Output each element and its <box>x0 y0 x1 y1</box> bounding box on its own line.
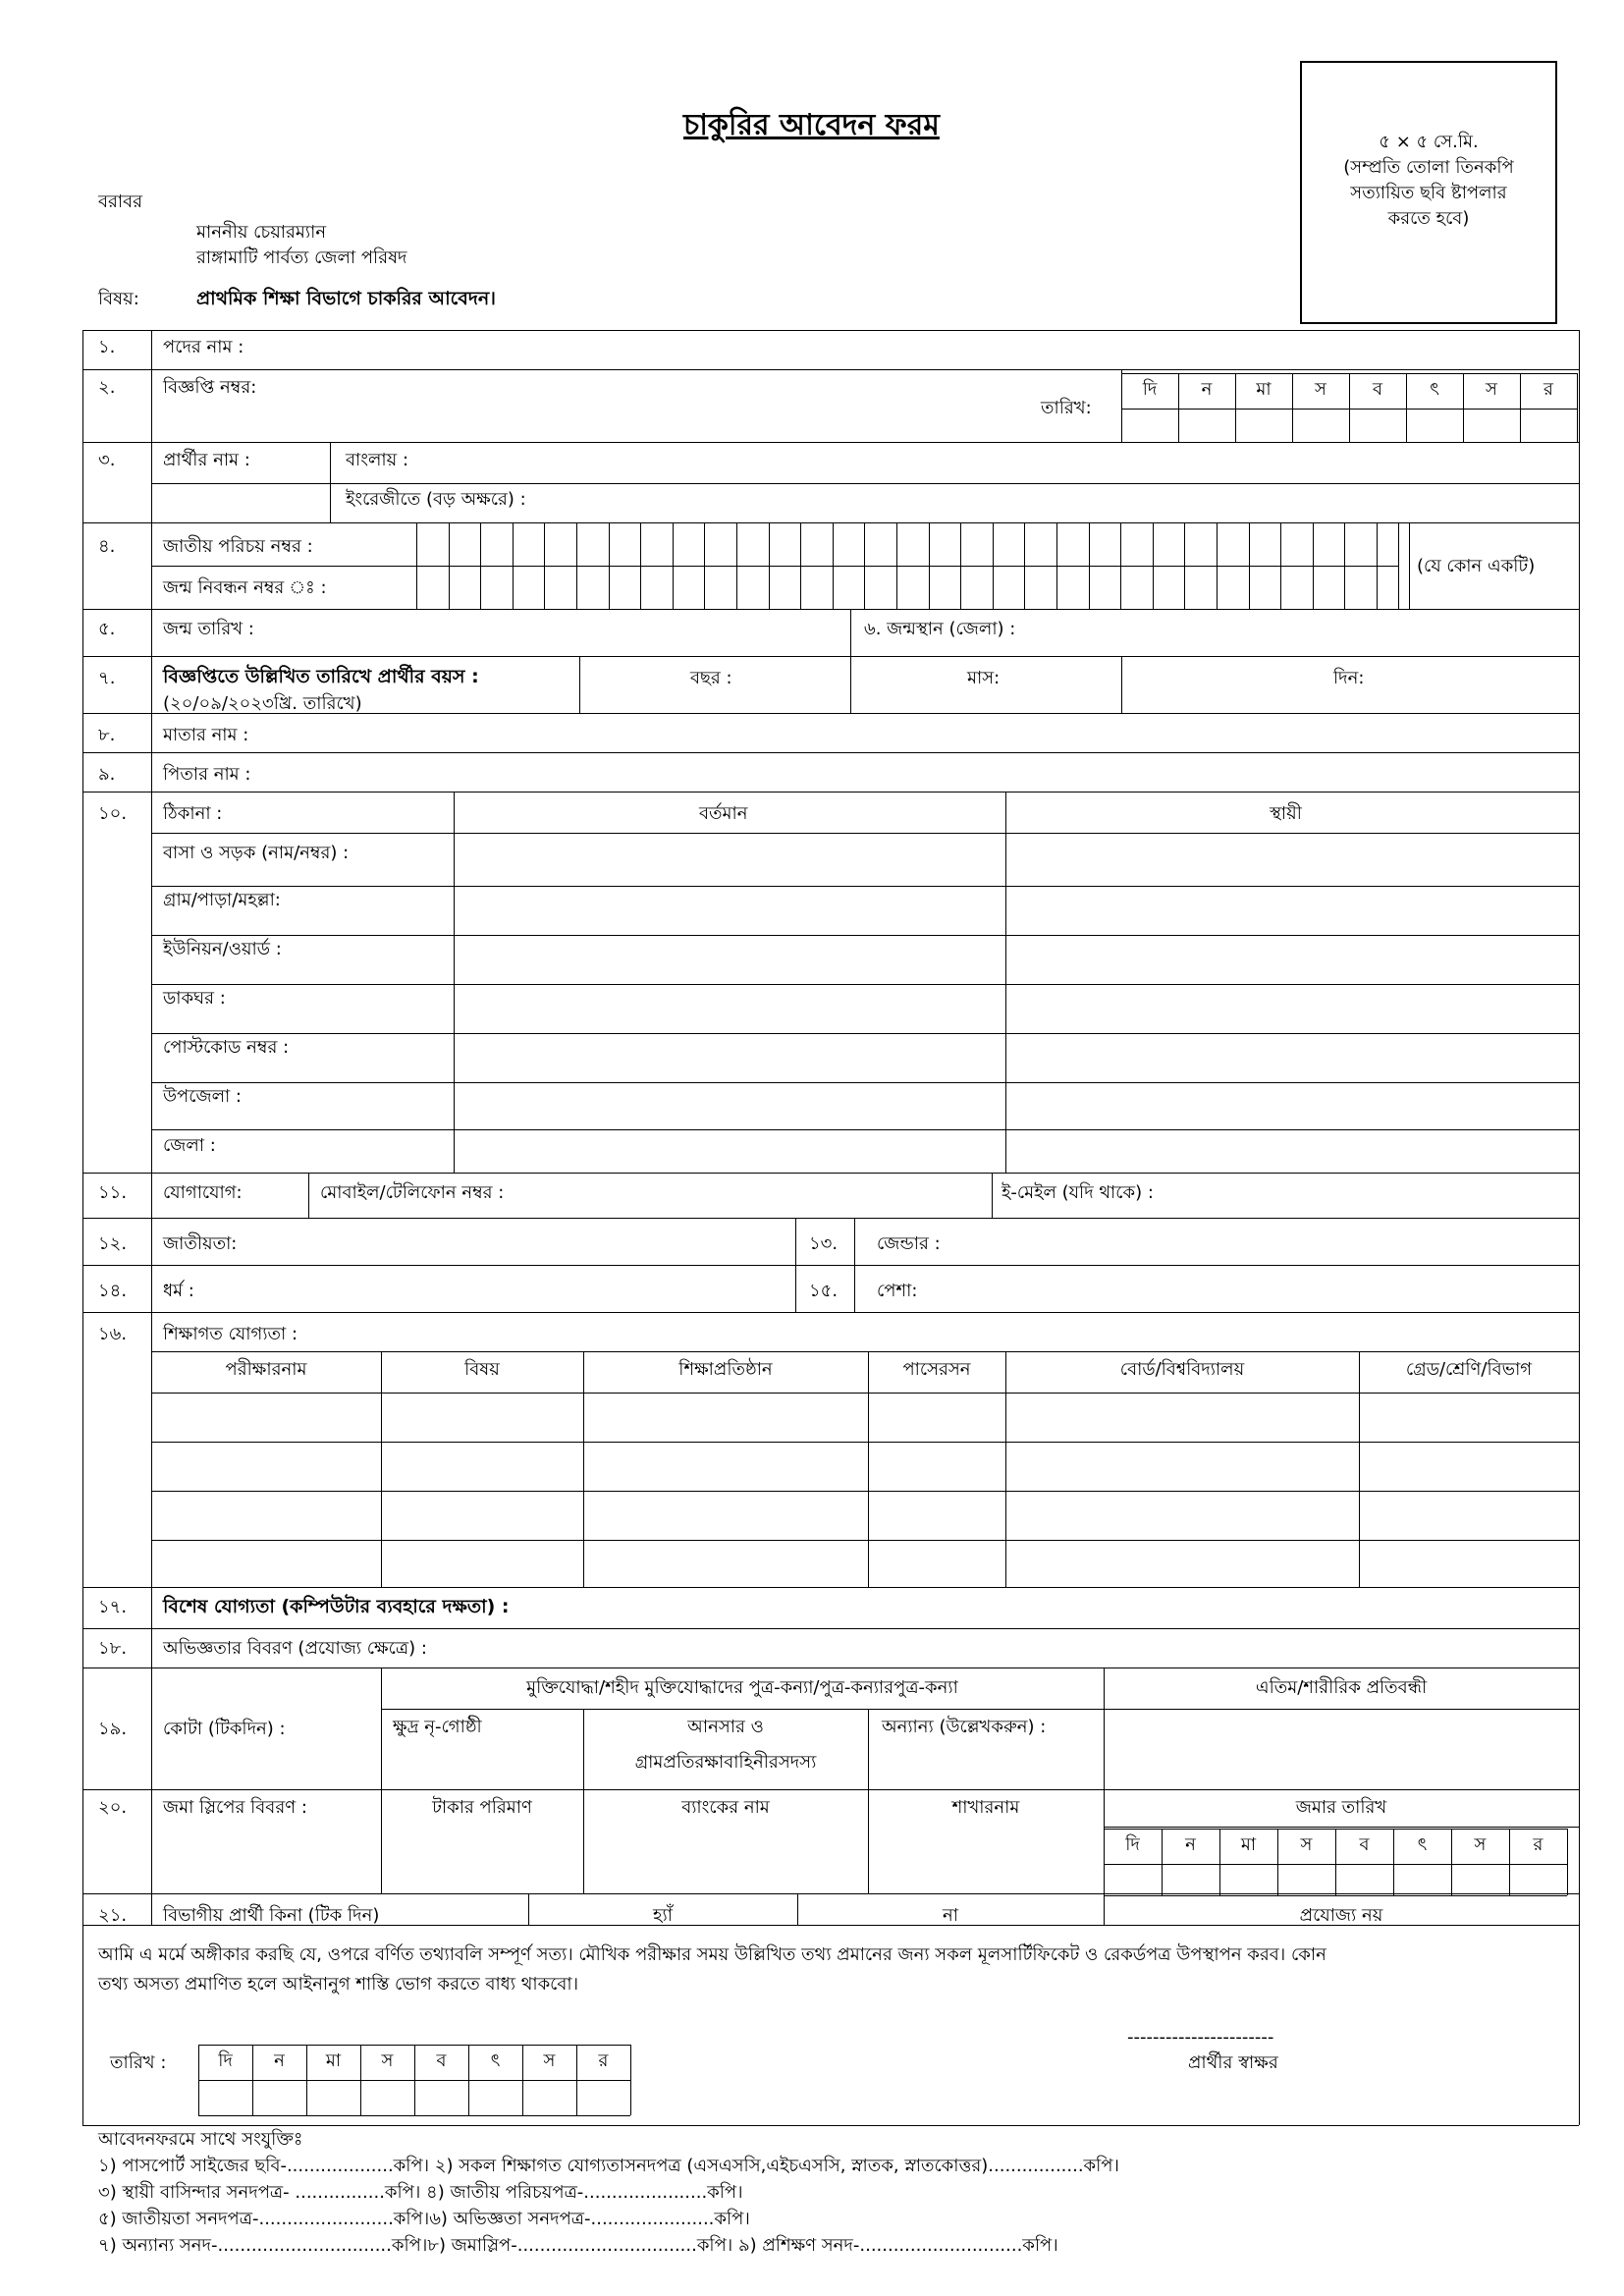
row10-number: ১০. <box>98 803 128 824</box>
attachment-line-1: ১) পাসপোর্ট সাইজের ছবি-...................কপি। ২) সকল শিক্ষাগত যোগ্যতাসনদপত্র (এসএসসি,এইচএসসি, স্নাতক, স্নাতকোত্তর).................কপি। <box>98 2156 1119 2176</box>
date-cell-label[interactable]: ন <box>1185 1834 1196 1855</box>
number-column-line <box>151 1312 152 1587</box>
date-cell-label[interactable]: ৎ <box>1417 1834 1428 1855</box>
row19-number: ১৯. <box>98 1719 128 1739</box>
cell-line <box>1121 442 1577 443</box>
deposit-bank-header: ব্যাংকের নাম <box>681 1797 770 1818</box>
attachment-line-3: ৫) জাতীয়তা সনদপত্র-........................কপি।৬) অভিজ্ঞতা সনদপত্র-......................কপি। <box>98 2209 750 2229</box>
photo-box[interactable] <box>1300 61 1557 324</box>
subject-text: প্রাথমিক শিক্ষা বিভাগে চাকরির আবেদন। <box>196 288 496 309</box>
mid-split-line <box>854 1218 855 1312</box>
option-not-applicable[interactable]: প্রযোজ্য নয় <box>1299 1905 1383 1926</box>
date-cell-label[interactable]: ৎ <box>1430 379 1439 400</box>
deposit-line <box>1104 1827 1579 1828</box>
mother-name-label: মাতার নাম : <box>163 725 249 745</box>
row14-number: ১৪. <box>98 1281 128 1301</box>
attachment-line-4: ৭) অন্যান্য সনদ-...............................কপি।৮) জমাস্লিপ-................................কপি। ৯) প্রশিক্ষণ সনদ-.............................কপি। <box>98 2235 1058 2256</box>
row-divider <box>82 1218 1579 1219</box>
name-bangla-label: বাংলায় : <box>346 450 409 470</box>
edu-row-line <box>151 1393 1579 1394</box>
row-divider <box>82 1893 1579 1894</box>
id-cell-line <box>1280 522 1281 609</box>
quota-line <box>381 1709 1579 1710</box>
signature-line: ----------------------- <box>1127 2027 1274 2048</box>
row-divider <box>82 609 1579 610</box>
date-cell-label[interactable]: মা <box>1256 379 1272 400</box>
option-yes[interactable]: হ্যাঁ <box>653 1905 673 1926</box>
address-row-line <box>151 1082 1579 1083</box>
photo-note-1: (সম্প্রতি তোলা তিনকপি <box>1343 157 1514 178</box>
row8-number: ৮. <box>98 725 116 745</box>
id-cell-line <box>1056 522 1057 609</box>
number-column-line <box>151 1587 152 1789</box>
declaration-right-border <box>1579 1925 1580 2125</box>
applicant-name-label: প্রার্থীর নাম : <box>163 450 250 470</box>
row13-number: ১৩. <box>809 1233 839 1254</box>
date-cell-label[interactable]: দি <box>1125 1834 1140 1855</box>
date-cell-label[interactable]: ব <box>1372 379 1383 400</box>
edu-header-institution: শিক্ষাপ্রতিষ্ঠান <box>678 1359 773 1380</box>
address-row-line <box>151 935 1579 936</box>
birth-date-label: জন্ম তারিখ : <box>163 619 254 639</box>
mid-split-line <box>795 1218 796 1312</box>
birth-split-line <box>850 609 851 656</box>
id-cell-line <box>609 522 610 609</box>
id-cell-line <box>1344 522 1345 609</box>
row16-number: ১৬. <box>98 1324 128 1344</box>
row-divider <box>82 792 1579 793</box>
date-cell-label[interactable]: র <box>598 2050 609 2071</box>
id-cell-line <box>929 522 930 609</box>
id-cell-line <box>800 522 801 609</box>
cell-line <box>1104 1895 1567 1896</box>
edu-header-board: বোর্ড/বিশ্ববিদ্যালয় <box>1119 1359 1245 1380</box>
name-split-line <box>330 442 331 522</box>
row12-number: ১২. <box>98 1233 128 1254</box>
quota-ethnic-minority[interactable]: ক্ষুদ্র নৃ-গোষ্ঠী <box>393 1717 482 1737</box>
photo-note-2: সত্যায়িত ছবি ষ্টাপলার <box>1350 183 1507 203</box>
village-label: গ্রাম/পাড়া/মহল্লা: <box>163 890 281 910</box>
date-cell-label[interactable]: স <box>381 2050 394 2071</box>
address-row-line <box>151 1129 1579 1130</box>
nid-label: জাতীয় পরিচয় নম্বর : <box>163 536 313 557</box>
cell-line <box>1121 409 1577 410</box>
address-row-line <box>151 984 1579 985</box>
id-cell-line <box>576 522 577 609</box>
address-row-line <box>151 1033 1579 1034</box>
row-divider <box>82 1265 1579 1266</box>
cell-line <box>198 2115 630 2116</box>
edu-header-year: পাসেরসন <box>902 1359 971 1380</box>
union-ward-label: ইউনিয়ন/ওয়ার্ড : <box>163 939 282 959</box>
id-cell-line <box>1153 522 1154 609</box>
quota-other[interactable]: অন্যান্য (উল্লেখকরুন) : <box>882 1717 1047 1737</box>
name-english-label: ইংরেজীতে (বড় অক্ষরে) : <box>346 489 526 510</box>
departmental-candidate-label: বিভাগীয় প্রার্থী কিনা (টিক দিন) <box>163 1905 380 1926</box>
nationality-label: জাতীয়তা: <box>163 1233 238 1254</box>
id-cell-line <box>769 522 770 609</box>
upazila-label: উপজেলা : <box>163 1086 242 1107</box>
row-divider <box>82 752 1579 753</box>
district-label: জেলা : <box>163 1135 216 1156</box>
edu-header-subject: বিষয় <box>464 1359 500 1380</box>
quota-ansar-line2[interactable]: গ্রামপ্রতিরক্ষাবাহিনীরসদস্য <box>634 1752 817 1773</box>
id-cell-line <box>960 522 961 609</box>
deposit-slip-label: জমা স্লিপের বিবরণ : <box>163 1797 307 1818</box>
number-column-line <box>151 1893 152 1925</box>
declaration-line-1: আমি এ মর্মে অঙ্গীকার করছি যে, ওপরে বর্ণিত তথ্যাবলি সম্পূর্ণ সত্য। মৌখিক পরীক্ষার সময় উল্লিখিত তথ্য প্রমানের জন্য সকল মূলসার্টিফিকেট ও রেকর্ডপত্র উপস্থাপন করব। কোন <box>98 1944 1326 1965</box>
option-no[interactable]: না <box>943 1905 958 1926</box>
id-cell-line <box>1184 522 1185 609</box>
row-divider <box>82 1173 1579 1174</box>
quota-orphan-disabled[interactable]: এতিম/শারীরিক প্রতিবন্ধী <box>1255 1677 1428 1698</box>
row7-number: ৭. <box>98 668 116 688</box>
cell-line <box>198 2080 630 2081</box>
row-divider <box>82 369 1579 370</box>
age-split-line <box>1121 656 1122 713</box>
form-title: চাকুরির আবেদন ফরম <box>683 108 940 142</box>
id-cell-line <box>896 522 897 609</box>
cell-line <box>1577 373 1578 442</box>
birth-place-label: ৬. জন্মস্থান (জেলা) : <box>864 619 1016 639</box>
attachments-title: আবেদনফরমে সাথে সংযুক্তিঃ <box>98 2129 303 2150</box>
row21-number: ২১. <box>98 1905 128 1926</box>
permanent-address-header: স্থায়ী <box>1270 803 1302 824</box>
circular-date-label: তারিখ: <box>1041 398 1092 418</box>
deposit-amount-header: টাকার পরিমাণ <box>432 1797 532 1818</box>
number-column-line <box>151 1173 152 1312</box>
date-cell-label[interactable]: স <box>1474 1834 1487 1855</box>
number-column-line <box>151 330 152 442</box>
date-cell-label[interactable]: স <box>543 2050 556 2071</box>
age-label: বিজ্ঞপ্তিতে উল্লিখিত তারিখে প্রার্থীর বয়স : <box>163 666 479 687</box>
house-road-label: বাসা ও সড়ক (নাম/নম্বর) : <box>163 843 350 863</box>
id-cell-line <box>833 522 834 609</box>
id-cell-line <box>640 522 641 609</box>
deposit-branch-header: শাখারনাম <box>951 1797 1020 1818</box>
row9-number: ৯. <box>98 764 116 785</box>
number-column-line <box>151 442 152 1173</box>
row3-number: ৩. <box>98 450 116 470</box>
address-row-line <box>151 833 1579 834</box>
contact-split-line <box>308 1173 309 1218</box>
edu-header-exam: পরীক্ষারনাম <box>225 1359 307 1380</box>
edu-row-line <box>151 1540 1579 1541</box>
gender-label: জেন্ডার : <box>877 1233 941 1254</box>
photo-size: ৫ × ৫ সে.মি. <box>1379 132 1479 152</box>
date-cell-label[interactable]: ব <box>1359 1834 1370 1855</box>
edu-col-line <box>868 1351 869 1587</box>
id-cell-line <box>1024 522 1025 609</box>
row-divider <box>82 1587 1579 1588</box>
date-cell-label[interactable]: ন <box>1201 379 1213 400</box>
quota-line <box>868 1709 869 1789</box>
date-cell-label[interactable]: ন <box>274 2050 285 2071</box>
id-cell-line <box>1217 522 1218 609</box>
id-note-line <box>1398 522 1399 609</box>
age-month-label: মাস: <box>967 668 1001 688</box>
row11-number: ১১. <box>98 1182 128 1203</box>
date-cell-label[interactable]: স <box>1315 379 1326 400</box>
cell-line <box>630 2045 631 2115</box>
id-cell-line <box>673 522 674 609</box>
row-divider <box>82 522 1579 523</box>
signature-label: প্রার্থীর স্বাক্ষর <box>1188 2052 1278 2073</box>
id-cell-line <box>1313 522 1314 609</box>
id-cell-line <box>736 522 737 609</box>
row20-number: ২০. <box>98 1797 128 1818</box>
row2-number: ২. <box>98 377 116 398</box>
contact-split-line <box>992 1173 993 1218</box>
table-right-border <box>1579 330 1580 1925</box>
edu-header-grade: গ্রেড/শ্রেণি/বিভাগ <box>1405 1359 1533 1380</box>
address-recipient: মাননীয় চেয়ারম্যান <box>196 222 327 243</box>
father-name-label: পিতার নাম : <box>163 764 251 785</box>
quota-freedom-fighter[interactable]: মুক্তিযোদ্ধা/শহীদ মুক্তিযোদ্ধাদের পুত্র-কন্যা/পুত্র-কন্যারপুত্র-কন্যা <box>526 1677 958 1698</box>
address-label: ঠিকানা : <box>163 803 223 824</box>
date-cell-label[interactable]: র <box>1543 379 1553 400</box>
phone-label: মোবাইল/টেলিফোন নম্বর : <box>320 1182 505 1203</box>
age-split-line <box>579 656 580 713</box>
age-year-label: বছর : <box>690 668 732 688</box>
quota-ansar-line1[interactable]: আনসার ও <box>687 1717 764 1737</box>
edu-col-line <box>1359 1351 1360 1587</box>
row4-number: ৪. <box>98 536 116 557</box>
edu-col-line <box>1005 1351 1006 1587</box>
row1-number: ১. <box>98 337 116 357</box>
declaration-line-2: তথ্য অসত্য প্রমাণিত হলে আইনানুগ শাস্তি ভোগ করতে বাধ্য থাকবো। <box>98 1974 579 1995</box>
present-address-header: বর্তমান <box>699 803 748 824</box>
address-to: বরাবর <box>98 191 143 212</box>
id-cell-line <box>513 522 514 609</box>
deposit-date-header: জমার তারিখ <box>1295 1797 1387 1818</box>
row-divider <box>82 1667 1579 1668</box>
either-one-note: (যে কোন একটি) <box>1417 556 1536 576</box>
age-day-label: দিন: <box>1333 668 1365 688</box>
cell-line <box>198 2045 630 2046</box>
email-label: ই-মেইল (যদি থাকে) : <box>1001 1182 1154 1203</box>
date-cell-label[interactable]: মা <box>1240 1834 1257 1855</box>
id-split-line <box>151 566 1398 567</box>
id-cell-line <box>1120 522 1121 609</box>
address-office: রাঙ্গামাটি পার্বত্য জেলা পরিষদ <box>196 247 407 268</box>
edu-col-line <box>381 1351 382 1587</box>
date-cell-label[interactable]: স <box>1486 379 1497 400</box>
id-cell-line <box>1377 522 1378 609</box>
date-cell-label[interactable]: ৎ <box>490 2050 501 2071</box>
row-divider <box>82 1312 1579 1313</box>
cell-line <box>1567 1829 1568 1895</box>
subject-label: বিষয়: <box>98 289 139 309</box>
circular-number-label: বিজ্ঞপ্তি নম্বর: <box>163 377 257 398</box>
number-column-line <box>151 1789 152 1893</box>
address-split-line <box>454 792 455 1173</box>
date-cell-label[interactable]: মা <box>325 2050 342 2071</box>
row-divider <box>82 1628 1579 1629</box>
contact-label: যোগাযোগ: <box>163 1182 243 1203</box>
special-skill-label: বিশেষ যোগ্যতা (কম্পিউটার ব্যবহারে দক্ষতা) : <box>163 1596 510 1617</box>
row5-number: ৫. <box>98 619 116 639</box>
date-cell-label[interactable]: ব <box>436 2050 447 2071</box>
education-label: শিক্ষাগত যোগ্যতা : <box>163 1324 298 1344</box>
address-row-line <box>151 886 1579 887</box>
id-cell-line <box>449 522 450 609</box>
declaration-left-border <box>82 1925 83 2125</box>
name-split-line <box>151 483 1579 484</box>
table-top-border <box>82 330 1579 331</box>
declaration-bottom-border <box>82 2125 1579 2126</box>
quota-label: কোটা (টিকদিন) : <box>163 1719 286 1739</box>
attachment-line-2: ৩) স্থায়ী বাসিন্দার সনদপত্র- ................কপি। ৪) জাতীয় পরিচয়পত্র-......................কপি। <box>98 2182 743 2203</box>
age-reference-date: (২০/০৯/২০২৩খ্রি. তারিখে) <box>163 693 362 714</box>
post-office-label: ডাকঘর : <box>163 988 226 1009</box>
cell-line <box>1104 1829 1567 1830</box>
edu-row-line <box>151 1442 1579 1443</box>
id-cell-line <box>864 522 865 609</box>
id-cell-line <box>1409 522 1410 609</box>
religion-label: ধর্ম : <box>163 1281 194 1301</box>
row-divider <box>82 656 1579 657</box>
declaration-date-label: তারিখ : <box>110 2052 167 2073</box>
edu-row-line <box>151 1351 1579 1352</box>
date-cell-label[interactable]: র <box>1533 1834 1543 1855</box>
date-cell-label[interactable]: দি <box>218 2050 233 2071</box>
id-cell-line <box>1249 522 1250 609</box>
cell-line <box>1104 1864 1567 1865</box>
id-cell-line <box>416 522 417 609</box>
edu-row-line <box>151 1491 1579 1492</box>
id-cell-line <box>544 522 545 609</box>
post-name-label: পদের নাম : <box>163 337 244 357</box>
edu-col-line <box>583 1351 584 1587</box>
date-cell-label[interactable]: স <box>1300 1834 1313 1855</box>
address-split-line <box>1005 792 1006 1173</box>
table-left-border <box>82 330 83 1925</box>
postcode-label: পোস্টকোড নম্বর : <box>163 1037 290 1058</box>
id-cell-line <box>1089 522 1090 609</box>
date-cell-label[interactable]: দি <box>1142 379 1158 400</box>
row15-number: ১৫. <box>809 1281 839 1301</box>
profession-label: পেশা: <box>877 1281 918 1301</box>
row18-number: ১৮. <box>98 1638 128 1659</box>
row-divider <box>82 1789 1579 1790</box>
row17-number: ১৭. <box>98 1597 128 1617</box>
id-cell-line <box>480 522 481 609</box>
id-cell-line <box>993 522 994 609</box>
age-split-line <box>850 656 851 713</box>
experience-label: অভিজ্ঞতার বিবরণ (প্রযোজ্য ক্ষেত্রে) : <box>163 1638 427 1659</box>
photo-note-3: করতে হবে) <box>1387 208 1470 229</box>
birth-reg-label: জন্ম নিবন্ধন নম্বর ঃ : <box>163 577 327 598</box>
cell-line <box>1121 373 1577 374</box>
id-cell-line <box>704 522 705 609</box>
